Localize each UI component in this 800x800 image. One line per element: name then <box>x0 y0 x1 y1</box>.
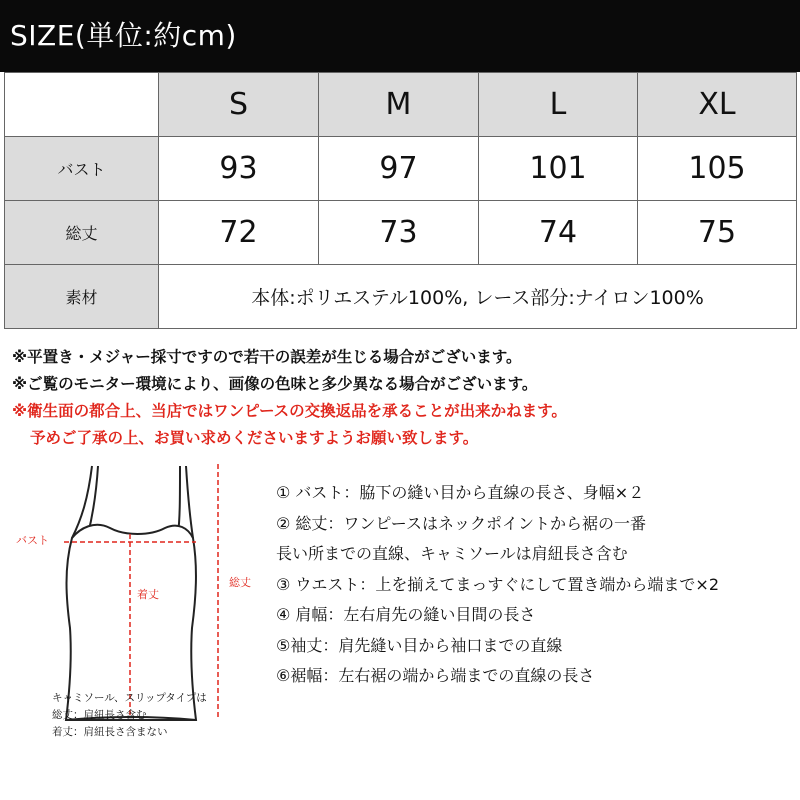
note-understanding: 予めご了承の上、お買い求めくださいますようお願い致します。 <box>30 429 479 447</box>
table-corner-cell <box>5 73 159 137</box>
row-label-length: 総丈 <box>5 201 159 265</box>
size-header-xl: XL <box>638 73 797 137</box>
table-cell: 75 <box>638 201 797 265</box>
table-cell: 74 <box>479 201 638 265</box>
caption-line: 着丈：肩紐長さ含まない <box>52 726 168 738</box>
size-header-l: L <box>479 73 638 137</box>
measure-total-length: ② 総丈：ワンピースはネックポイントから裾の一番 <box>276 513 646 533</box>
label-soutake: 総丈 <box>229 576 251 589</box>
table-row <box>5 137 797 201</box>
note-measurement: ※平置き・メジャー採寸ですので若干の誤差が生じる場合がございます。 <box>12 348 522 366</box>
table-cell: 93 <box>159 137 319 201</box>
table-cell: 101 <box>479 137 638 201</box>
note-monitor: ※ご覧のモニター環境により、画像の色味と多少異なる場合がございます。 <box>12 375 538 393</box>
table-header-row <box>5 73 797 137</box>
table-cell: 105 <box>638 137 797 201</box>
measure-hem: ⑥裾幅：左右裾の端から端までの直線の長さ <box>276 666 595 685</box>
table-row <box>5 265 797 329</box>
caption-line: キャミソール、スリップタイプは <box>52 692 207 704</box>
table-row <box>5 201 797 265</box>
note-no-returns: ※衛生面の都合上、当店ではワンピースの交換返品を承ることが出来かねます。 <box>12 402 567 420</box>
measure-sleeve: ⑤袖丈：肩先縫い目から袖口までの直線 <box>276 635 563 655</box>
page-title: SIZE(単位:約cm) <box>0 0 800 72</box>
measure-bust: ① バスト：脇下の縫い目から直線の長さ、身幅×２ <box>276 483 645 502</box>
caption-line: 総丈：肩紐長さ含む <box>52 709 147 721</box>
row-label-bust: バスト <box>5 137 159 201</box>
label-bust: バスト <box>16 534 49 547</box>
table-cell: 73 <box>319 201 479 265</box>
size-table <box>4 72 797 329</box>
table-cell: 97 <box>319 137 479 201</box>
measure-total-length-cont: 長い所までの直線、キャミソールは肩紐長さ含む <box>276 544 628 563</box>
size-header-s: S <box>159 73 319 137</box>
label-chakutake: 着丈 <box>137 588 159 601</box>
measure-waist: ③ ウエスト：上を揃えてまっすぐにして置き端から端まで×2 <box>276 574 720 594</box>
table-cell: 72 <box>159 201 319 265</box>
material-cell: 本体:ポリエステル100%, レース部分:ナイロン100% <box>159 265 797 329</box>
row-label-material: 素材 <box>5 265 159 329</box>
measure-shoulder: ④ 肩幅：左右肩先の縫い目間の長さ <box>276 605 536 624</box>
size-header-m: M <box>319 73 479 137</box>
notes <box>12 344 792 452</box>
measurement-guide <box>276 478 796 692</box>
diagram-caption <box>52 690 207 741</box>
